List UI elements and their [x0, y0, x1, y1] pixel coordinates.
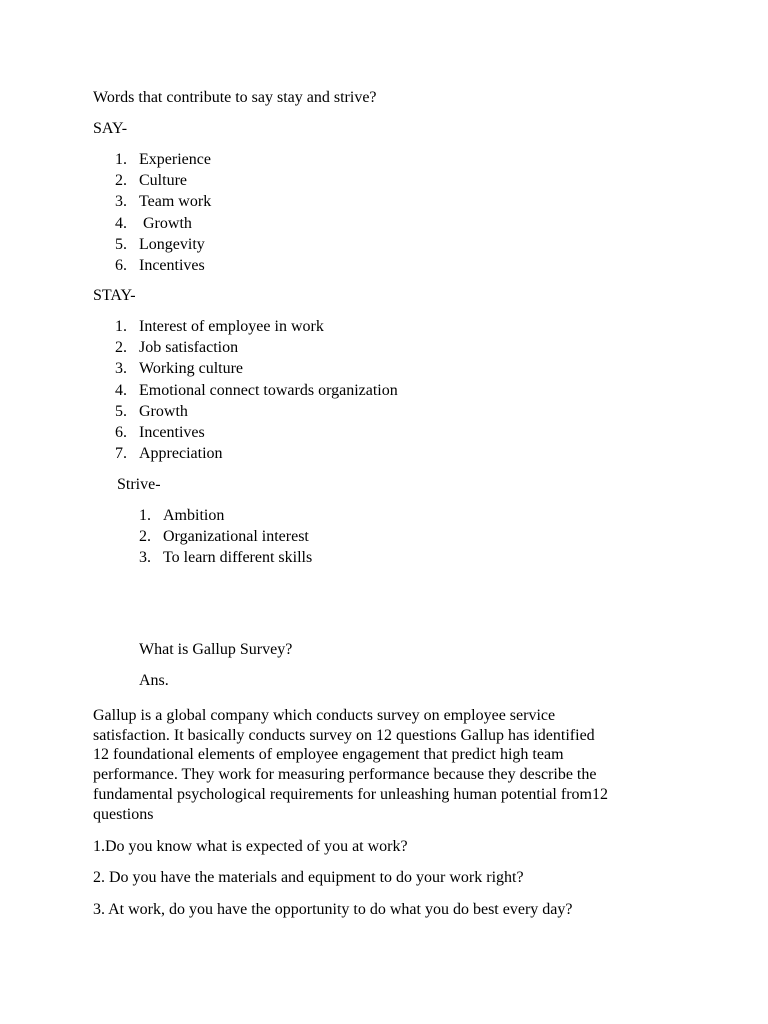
list-number: 5. — [115, 235, 127, 253]
list-text: Emotional connect towards organization — [139, 381, 398, 399]
list-number: 4. — [115, 381, 127, 399]
list-text: To learn different skills — [163, 549, 313, 567]
list-number: 3. — [139, 549, 151, 567]
gallup-paragraph — [93, 706, 693, 824]
paragraph-line: questions — [93, 805, 154, 823]
list-text: Incentives — [139, 256, 205, 274]
list-number: 2. — [115, 172, 127, 190]
list-number: 6. — [115, 256, 127, 274]
list-text: Experience — [139, 151, 211, 168]
list-number: 2. — [139, 528, 151, 546]
list-text: Working culture — [139, 360, 244, 378]
gallup-question: What is Gallup Survey? — [139, 641, 293, 658]
list-number: 1. — [115, 318, 127, 335]
paragraph-line: Gallup is a global company which conducts survey on employee service — [93, 707, 556, 724]
paragraph-line: performance. They work for measuring performance because they describe the — [93, 766, 597, 784]
list-number: 1. — [115, 151, 127, 168]
page-heading: Words that contribute to say stay and strive? — [93, 89, 377, 106]
answer-label: Ans. — [139, 672, 169, 689]
strive-label: Strive- — [117, 476, 161, 493]
list-text: Organizational interest — [163, 528, 309, 546]
list-number: 7. — [115, 445, 127, 463]
say-label: SAY- — [93, 120, 128, 137]
list-number: 1. — [139, 507, 151, 524]
paragraph-line: fundamental psychological requirements for unleashing human potential from12 — [93, 785, 608, 803]
list-number: 4. — [115, 214, 127, 232]
list-text: Team work — [139, 193, 212, 211]
paragraph-line: satisfaction. It basically conducts survey on 12 questions Gallup has identified — [93, 726, 595, 744]
list-number: 3. — [115, 193, 127, 211]
gallup-question-2: 2. Do you have the materials and equipment to do your work right? — [93, 869, 524, 886]
list-number: 2. — [115, 339, 127, 357]
stay-label: STAY- — [93, 287, 136, 304]
list-text: Appreciation — [139, 445, 223, 463]
list-text: Ambition — [163, 507, 225, 524]
list-text: Incentives — [139, 423, 205, 441]
list-number: 5. — [115, 402, 127, 420]
list-text: Longevity — [139, 235, 205, 253]
list-number: 3. — [115, 360, 127, 378]
list-text: Job satisfaction — [139, 339, 239, 357]
paragraph-line: 12 foundational elements of employee engagement that predict high team — [93, 746, 564, 764]
list-text: Interest of employee in work — [139, 318, 324, 335]
list-text: Culture — [139, 172, 187, 190]
list-text: Growth — [139, 214, 192, 232]
gallup-question-1: 1.Do you know what is expected of you at work? — [93, 838, 408, 855]
list-number: 6. — [115, 423, 127, 441]
list-text: Growth — [139, 402, 188, 420]
gallup-question-3: 3. At work, do you have the opportunity to do what you do best every day? — [93, 901, 573, 918]
